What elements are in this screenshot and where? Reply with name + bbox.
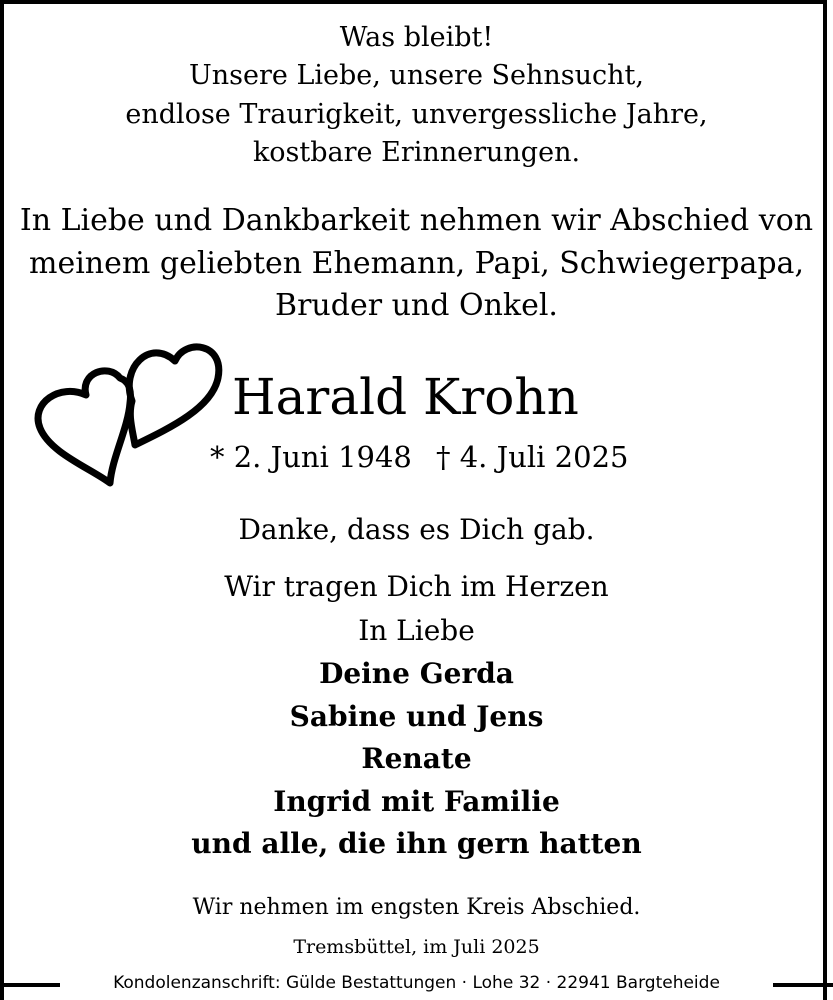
mourner-name: Deine Gerda: [319, 657, 514, 690]
poem-line: kostbare Erinnerungen.: [252, 137, 581, 168]
footer-rule-right: [773, 983, 833, 987]
footer-rule-left: [0, 983, 60, 987]
intro-line: meinem geliebten Ehemann, Papi, Schwiegerpapa,: [29, 246, 804, 281]
closing-line: In Liebe: [358, 614, 475, 647]
mourner-name: Renate: [361, 742, 472, 775]
intro-line: In Liebe und Dankbarkeit nehmen wir Abschied von: [19, 203, 814, 238]
place-date: Tremsbüttel, im Juli 2025: [293, 936, 540, 958]
death-date: † 4. Juli 2025: [436, 440, 629, 474]
footer: [0, 968, 833, 1000]
birth-date: * 2. Juni 1948: [210, 440, 412, 474]
mourner-name: Ingrid mit Familie: [273, 785, 560, 818]
deceased-name: Harald Krohn: [232, 368, 579, 426]
condolence-address: Kondolenzanschrift: Gülde Bestattungen · Lohe 32 · 22941 Bargteheide: [113, 973, 720, 993]
poem-line: endlose Traurigkeit, unvergessliche Jahre,: [125, 99, 708, 130]
poem-line: Unsere Liebe, unsere Sehnsucht,: [189, 60, 644, 91]
mourner-name: Sabine und Jens: [289, 700, 544, 733]
two-hearts-icon: [20, 333, 225, 493]
thanks-line: Danke, dass es Dich gab.: [238, 513, 595, 546]
mourner-name: und alle, die ihn gern hatten: [191, 827, 642, 860]
closing-line: Wir tragen Dich im Herzen: [224, 570, 609, 603]
intro-line: Bruder und Onkel.: [275, 288, 558, 323]
farewell-notice: Wir nehmen im engsten Kreis Abschied.: [192, 895, 641, 920]
poem-line: Was bleibt!: [339, 22, 494, 53]
